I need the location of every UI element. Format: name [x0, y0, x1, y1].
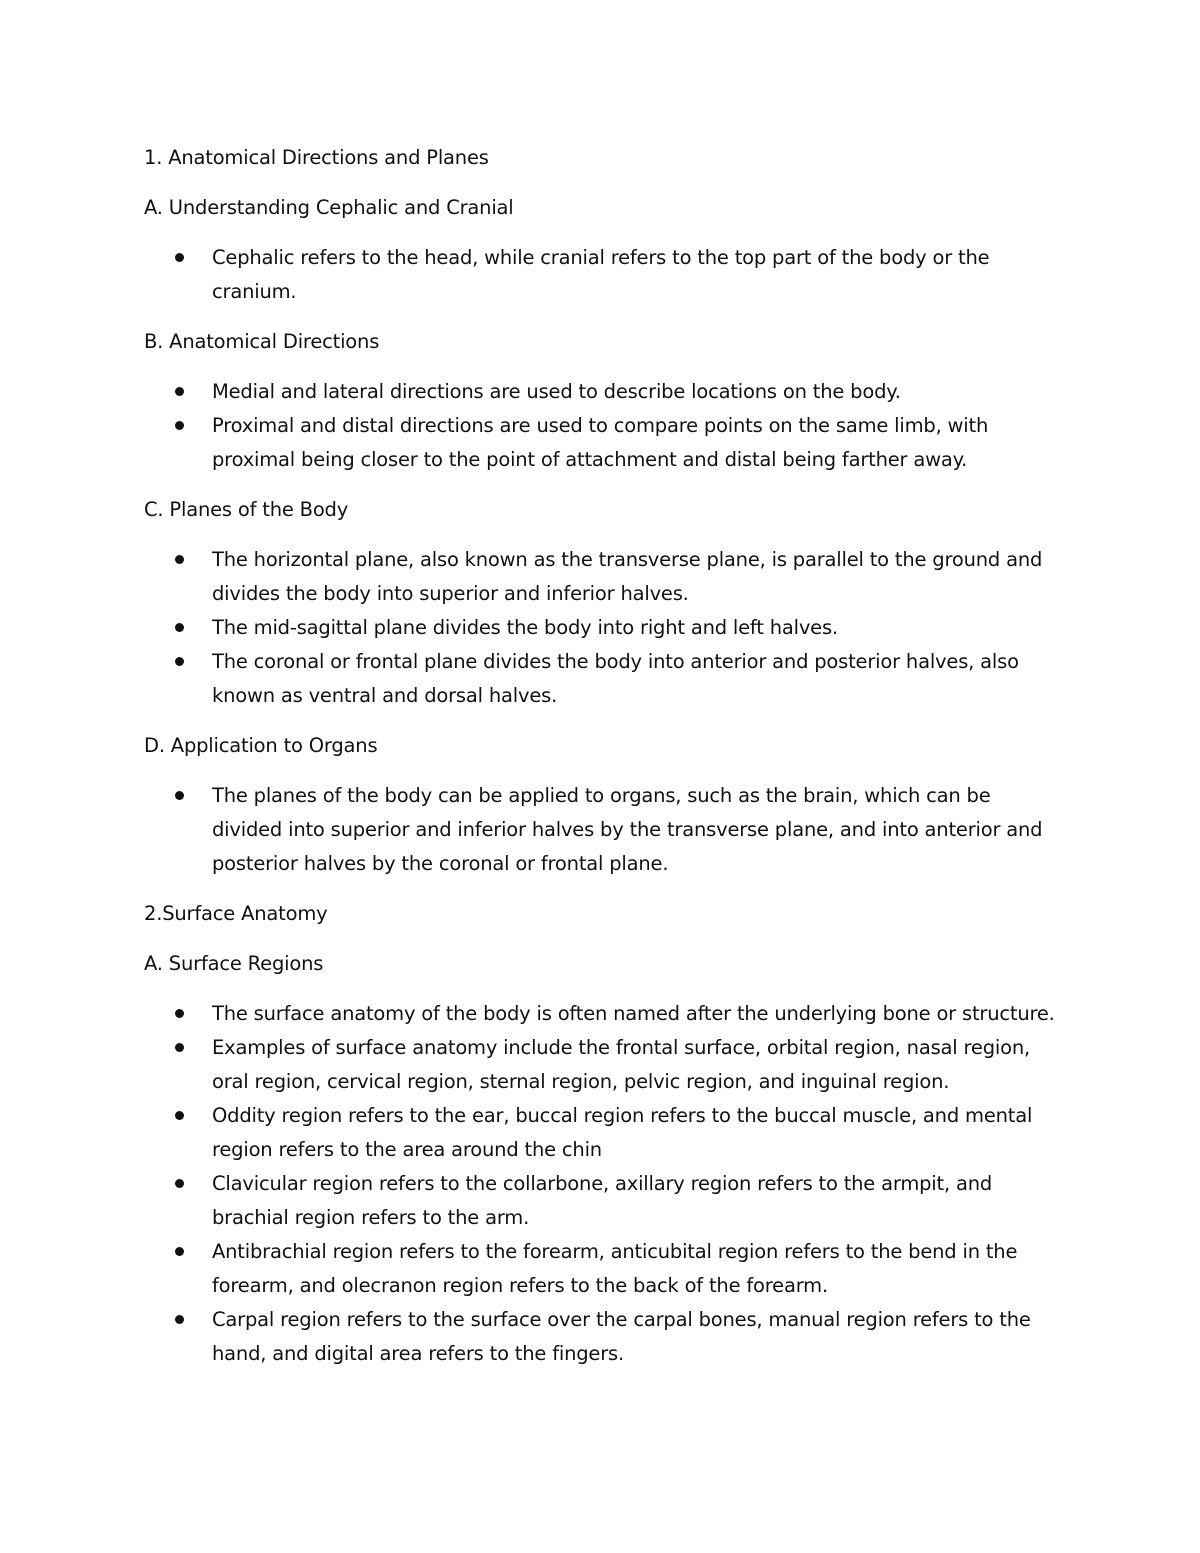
list-item: [144, 1235, 1064, 1303]
subsection-title: B. Anatomical Directions: [144, 330, 380, 353]
list-item: [144, 1031, 1064, 1099]
subsection-title: D. Application to Organs: [144, 734, 378, 757]
bullet-icon: [175, 555, 184, 564]
subsection-title: C. Planes of the Body: [144, 498, 349, 521]
list-item-text: Oddity region refers to the ear, buccal region refers to the buccal muscle, and mental region refers to the area around the chin: [212, 1104, 1033, 1161]
bullet-icon: [175, 623, 184, 632]
bullet-icon: [175, 1009, 184, 1018]
list-item: [144, 1303, 1064, 1371]
list-item: [144, 375, 1064, 409]
list-item-text: Cephalic refers to the head, while cranial refers to the top part of the body or the cranium.: [212, 246, 990, 303]
bullet-icon: [175, 657, 184, 666]
list-item: [144, 1167, 1064, 1235]
list-item-text: The planes of the body can be applied to organs, such as the brain, which can be divided into superior and inferior halves by the transverse plane, and into anterior and posterior halves by the coronal or frontal plane.: [212, 784, 1043, 875]
list-item-text: Medial and lateral directions are used to describe locations on the body.: [212, 380, 901, 403]
list-item: [144, 997, 1064, 1031]
list-item-text: The coronal or frontal plane divides the body into anterior and posterior halves, also known as ventral and dorsal halves.: [212, 650, 1019, 707]
document-content: [144, 141, 1064, 1387]
list-item: [144, 409, 1064, 477]
bullet-icon: [175, 1247, 184, 1256]
bullet-list: [144, 997, 1064, 1371]
list-item: [144, 611, 1064, 645]
list-item-text: Clavicular region refers to the collarbone, axillary region refers to the armpit, and brachial region refers to the arm.: [212, 1172, 993, 1229]
bullet-icon: [175, 387, 184, 396]
list-item-text: Examples of surface anatomy include the frontal surface, orbital region, nasal region, oral region, cervical region, sternal region, pelvic region, and inguinal region.: [212, 1036, 1030, 1093]
list-item-text: Antibrachial region refers to the forearm, anticubital region refers to the bend in the forearm, and olecranon region refers to the back of the forearm.: [212, 1240, 1018, 1297]
list-item-text: Carpal region refers to the surface over the carpal bones, manual region refers to the hand, and digital area refers to the fingers.: [212, 1308, 1031, 1365]
bullet-icon: [175, 1043, 184, 1052]
list-item-text: The surface anatomy of the body is often named after the underlying bone or structure.: [212, 1002, 1055, 1025]
list-item-text: The mid-sagittal plane divides the body into right and left halves.: [212, 616, 838, 639]
list-item: [144, 543, 1064, 611]
subsection-title: A. Understanding Cephalic and Cranial: [144, 196, 514, 219]
bullet-list: [144, 241, 1064, 309]
list-item: [144, 241, 1064, 309]
section-title: 2.Surface Anatomy: [144, 902, 328, 925]
list-item-text: Proximal and distal directions are used to compare points on the same limb, with proximal being closer to the point of attachment and distal being farther away.: [212, 414, 989, 471]
list-item: [144, 1099, 1064, 1167]
section-title: 1. Anatomical Directions and Planes: [144, 146, 489, 169]
bullet-icon: [175, 1315, 184, 1324]
bullet-icon: [175, 253, 184, 262]
subsection-title: A. Surface Regions: [144, 952, 324, 975]
bullet-icon: [175, 791, 184, 800]
bullet-list: [144, 779, 1064, 881]
list-item-text: The horizontal plane, also known as the transverse plane, is parallel to the ground and divides the body into superior and inferior halves.: [212, 548, 1043, 605]
bullet-icon: [175, 1111, 184, 1120]
list-item: [144, 645, 1064, 713]
bullet-icon: [175, 421, 184, 430]
bullet-icon: [175, 1179, 184, 1188]
bullet-list: [144, 375, 1064, 477]
list-item: [144, 779, 1064, 881]
bullet-list: [144, 543, 1064, 713]
